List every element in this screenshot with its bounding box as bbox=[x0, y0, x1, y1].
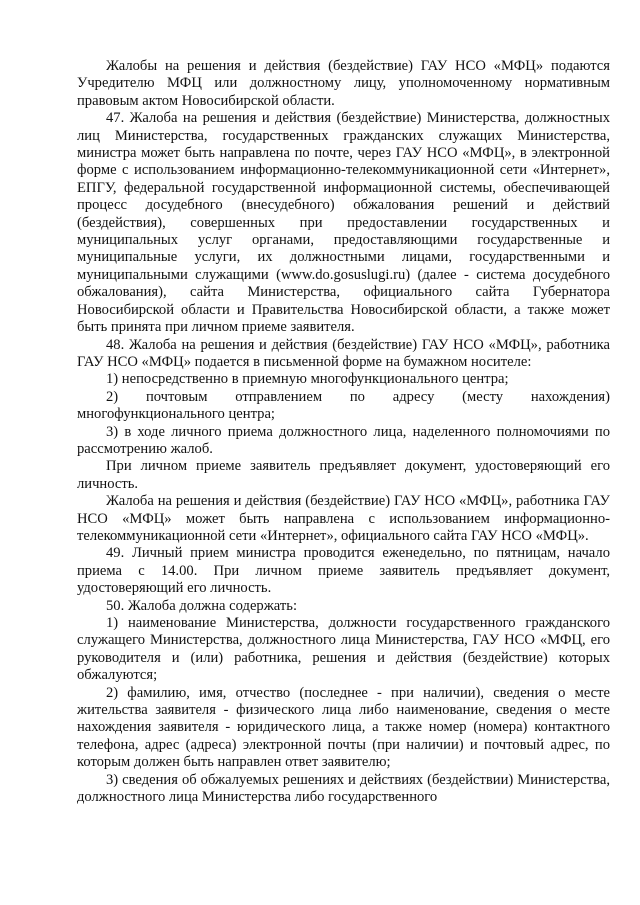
paragraph-50-complaint-contents: 50. Жалоба должна содержать: bbox=[106, 597, 297, 614]
paragraph-identity-document: При личном приеме заявитель предъявляет документ, удостоверяющий его личность. bbox=[77, 458, 610, 492]
list-item-reception: 1) непосредственно в приемную многофункционального центра; bbox=[106, 371, 509, 388]
list-item-applicant-details: 2) фамилию, имя, отчество (последнее - при наличии), сведения о месте жительства заявителя - физического лица либо наименование, сведения о месте нахождения заявителя - юридического лица, а также номер (номера) контактного телефона, адрес (адреса) электронной почты (при наличии) и почтовый адрес, по которым должен быть направлен ответ заявителю; bbox=[77, 684, 610, 771]
list-item-names: 1) наименование Министерства, должности государственного гражданского служащего Министерства, должностного лица Министерства, ГАУ НСО «МФЦ, его руководителя и (или) работника, решения и действия (бездействие) которых обжалуются; bbox=[77, 615, 610, 684]
list-item-personal-reception: 3) в ходе личного приема должностного лица, наделенного полномочиями по рассмотрению жалоб. bbox=[77, 423, 610, 457]
list-item-postal: 2) почтовым отправлением по адресу (месту нахождения) многофункционального центра; bbox=[77, 388, 610, 423]
paragraph-47-complaint-channels: 47. Жалоба на решения и действия (бездействие) Министерства, должностных лиц Министерства, государственных гражданских служащих Министерства, министра может быть направлена по почте, через ГАУ НСО «МФЦ», в электронной форме с использованием информационно-телекоммуникационной сети «Интернет», ЕПГУ, федеральной государственной информационной системы, обеспечивающей процесс досудебного (внесудебного) обжалования решений и действий (бездействия), совершенных при предоставлении государственных и муниципальных услуг органами, предоставляющими государственные и муниципальные услуги, их должностными лицами, государственными и муниципальными служащими (www.do.gosuslugi.ru) (далее - система досудебного обжалования), сайта Министерства, официального сайта Губернатора Новосибирской области и Правительства Новосибирской области, а также может быть принята при личном приеме заявителя. bbox=[77, 110, 610, 336]
document-page bbox=[77, 58, 610, 806]
list-item-appealed-decisions: 3) сведения об обжалуемых решениях и действиях (бездействии) Министерства, должностного лица Министерства либо государственного bbox=[77, 771, 610, 806]
paragraph-internet-complaint: Жалоба на решения и действия (бездействие) ГАУ НСО «МФЦ», работника ГАУ НСО «МФЦ» может быть направлена с использованием информационно-телекоммуникационной сети «Интернет», официального сайта ГАУ НСО «МФЦ». bbox=[77, 493, 610, 544]
paragraph-complaints-mfc-founder: Жалобы на решения и действия (бездействие) ГАУ НСО «МФЦ» подаются Учредителю МФЦ или должностному лицу, уполномоченному нормативным правовым актом Новосибирской области. bbox=[77, 58, 610, 109]
paragraph-48-paper-complaint: 48. Жалоба на решения и действия (бездействие) ГАУ НСО «МФЦ», работника ГАУ НСО «МФЦ» подается в письменной форме на бумажном носителе: bbox=[77, 336, 610, 370]
paragraph-49-minister-reception: 49. Личный прием министра проводится еженедельно, по пятницам, начало приема с 14.00. При личном приеме заявитель предъявляет документ, удостоверяющий его личность. bbox=[77, 545, 610, 597]
